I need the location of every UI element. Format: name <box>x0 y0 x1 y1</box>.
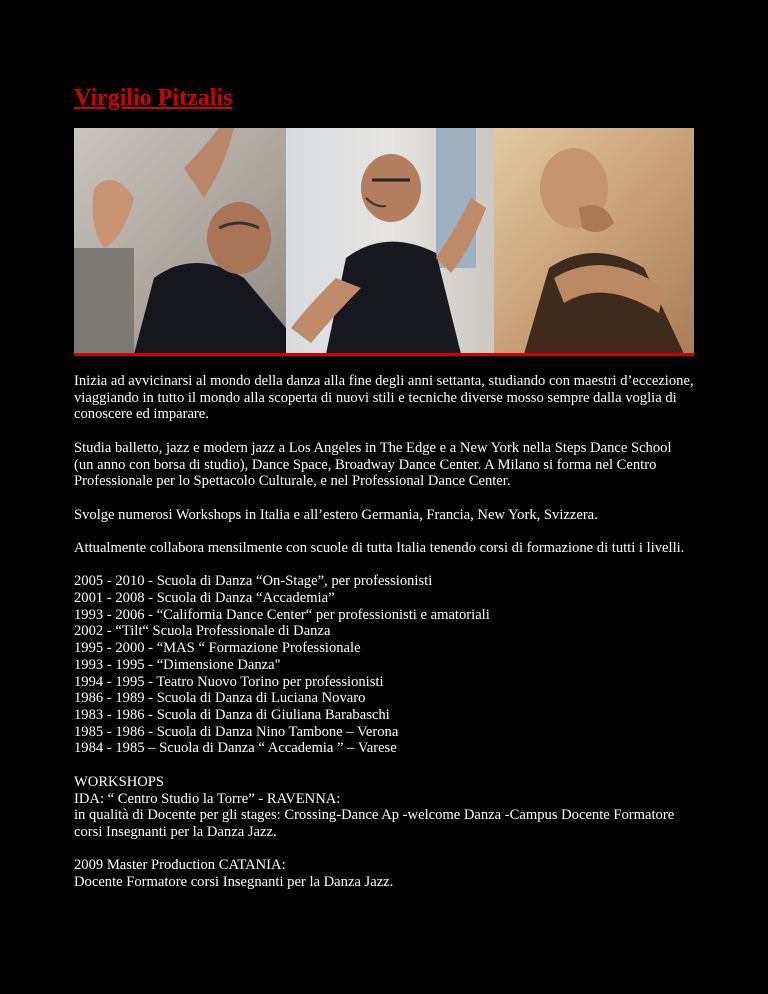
workshops-section <box>74 774 694 891</box>
biography-content <box>74 373 694 907</box>
bio-paragraph: Inizia ad avvicinarsi al mondo della danza alla fine degli anni settanta, studiando con maestri d’eccezione, viaggiando in tutto il mondo alla scoperta di nuovi stili e tecniche diverse mosso sempre dalla voglia di conoscere ed imparare. <box>74 373 694 423</box>
timeline-entry: 1983 - 1986 - Scuola di Danza di Giuliana Barabaschi <box>74 707 390 723</box>
photo-strip <box>74 128 694 354</box>
photo-dancer-headset <box>286 128 494 354</box>
timeline-entry: 2001 - 2008 - Scuola di Danza “Accademia” <box>74 590 335 607</box>
timeline-entry: 1993 - 2006 - “California Dance Center“ per professionisti e amatoriali <box>74 606 490 623</box>
career-timeline <box>74 573 694 757</box>
bio-paragraph: Studia balletto, jazz e modern jazz a Los Angeles in The Edge e a New York nella Steps Dance School (un anno con borsa di studio), Dance Space, Broadway Dance Center. A Milano si forma nel Centro Professionale per lo Spettacolo Culturale, e nel Professional Dance Center. <box>74 439 672 490</box>
timeline-entry: 1994 - 1995 - Teatro Nuovo Torino per professionisti <box>74 673 384 690</box>
page-title: Virgilio Pitzalis <box>74 85 233 111</box>
timeline-entry: 1995 - 2000 - “MAS “ Formazione Professionale <box>74 640 361 657</box>
red-divider <box>74 353 694 356</box>
bio-paragraph: Svolge numerosi Workshops in Italia e all’estero Germania, Francia, New York, Svizzera. <box>74 506 598 523</box>
timeline-entry: 2005 - 2010 - Scuola di Danza “On-Stage”, per professionisti <box>74 573 433 590</box>
timeline-entry: 1986 - 1989 - Scuola di Danza di Luciana Novaro <box>74 690 366 707</box>
workshop-item <box>74 791 694 841</box>
workshops-heading: WORKSHOPS <box>74 773 165 790</box>
workshop-description: Docente Formatore corsi Insegnanti per la Danza Jazz. <box>74 874 394 890</box>
workshop-item <box>74 857 694 890</box>
photo-dancer-arms-raised <box>74 128 286 354</box>
timeline-entry: 1993 - 1995 - “Dimensione Danza" <box>74 656 281 673</box>
bio-paragraph: Attualmente collabora mensilmente con scuole di tutta Italia tenendo corsi di formazione di tutti i livelli. <box>74 539 685 556</box>
workshop-title: IDA: “ Centro Studio la Torre” - RAVENNA: <box>74 790 341 807</box>
timeline-entry: 1985 - 1986 - Scuola di Danza Nino Tambone – Verona <box>74 723 399 740</box>
photo-dancer-portrait-sepia <box>494 128 694 354</box>
workshop-description: in qualità di Docente per gli stages: Crossing-Dance Ap -welcome Danza -Campus Docente Formatore corsi Insegnanti per la Danza Jazz. <box>74 807 675 840</box>
timeline-entry: 1984 - 1985 – Scuola di Danza “ Accademia ” – Varese <box>74 740 397 757</box>
workshop-title: 2009 Master Production CATANIA: <box>74 857 286 874</box>
timeline-entry: 2002 - “Tilt“ Scuola Professionale di Danza <box>74 623 331 640</box>
